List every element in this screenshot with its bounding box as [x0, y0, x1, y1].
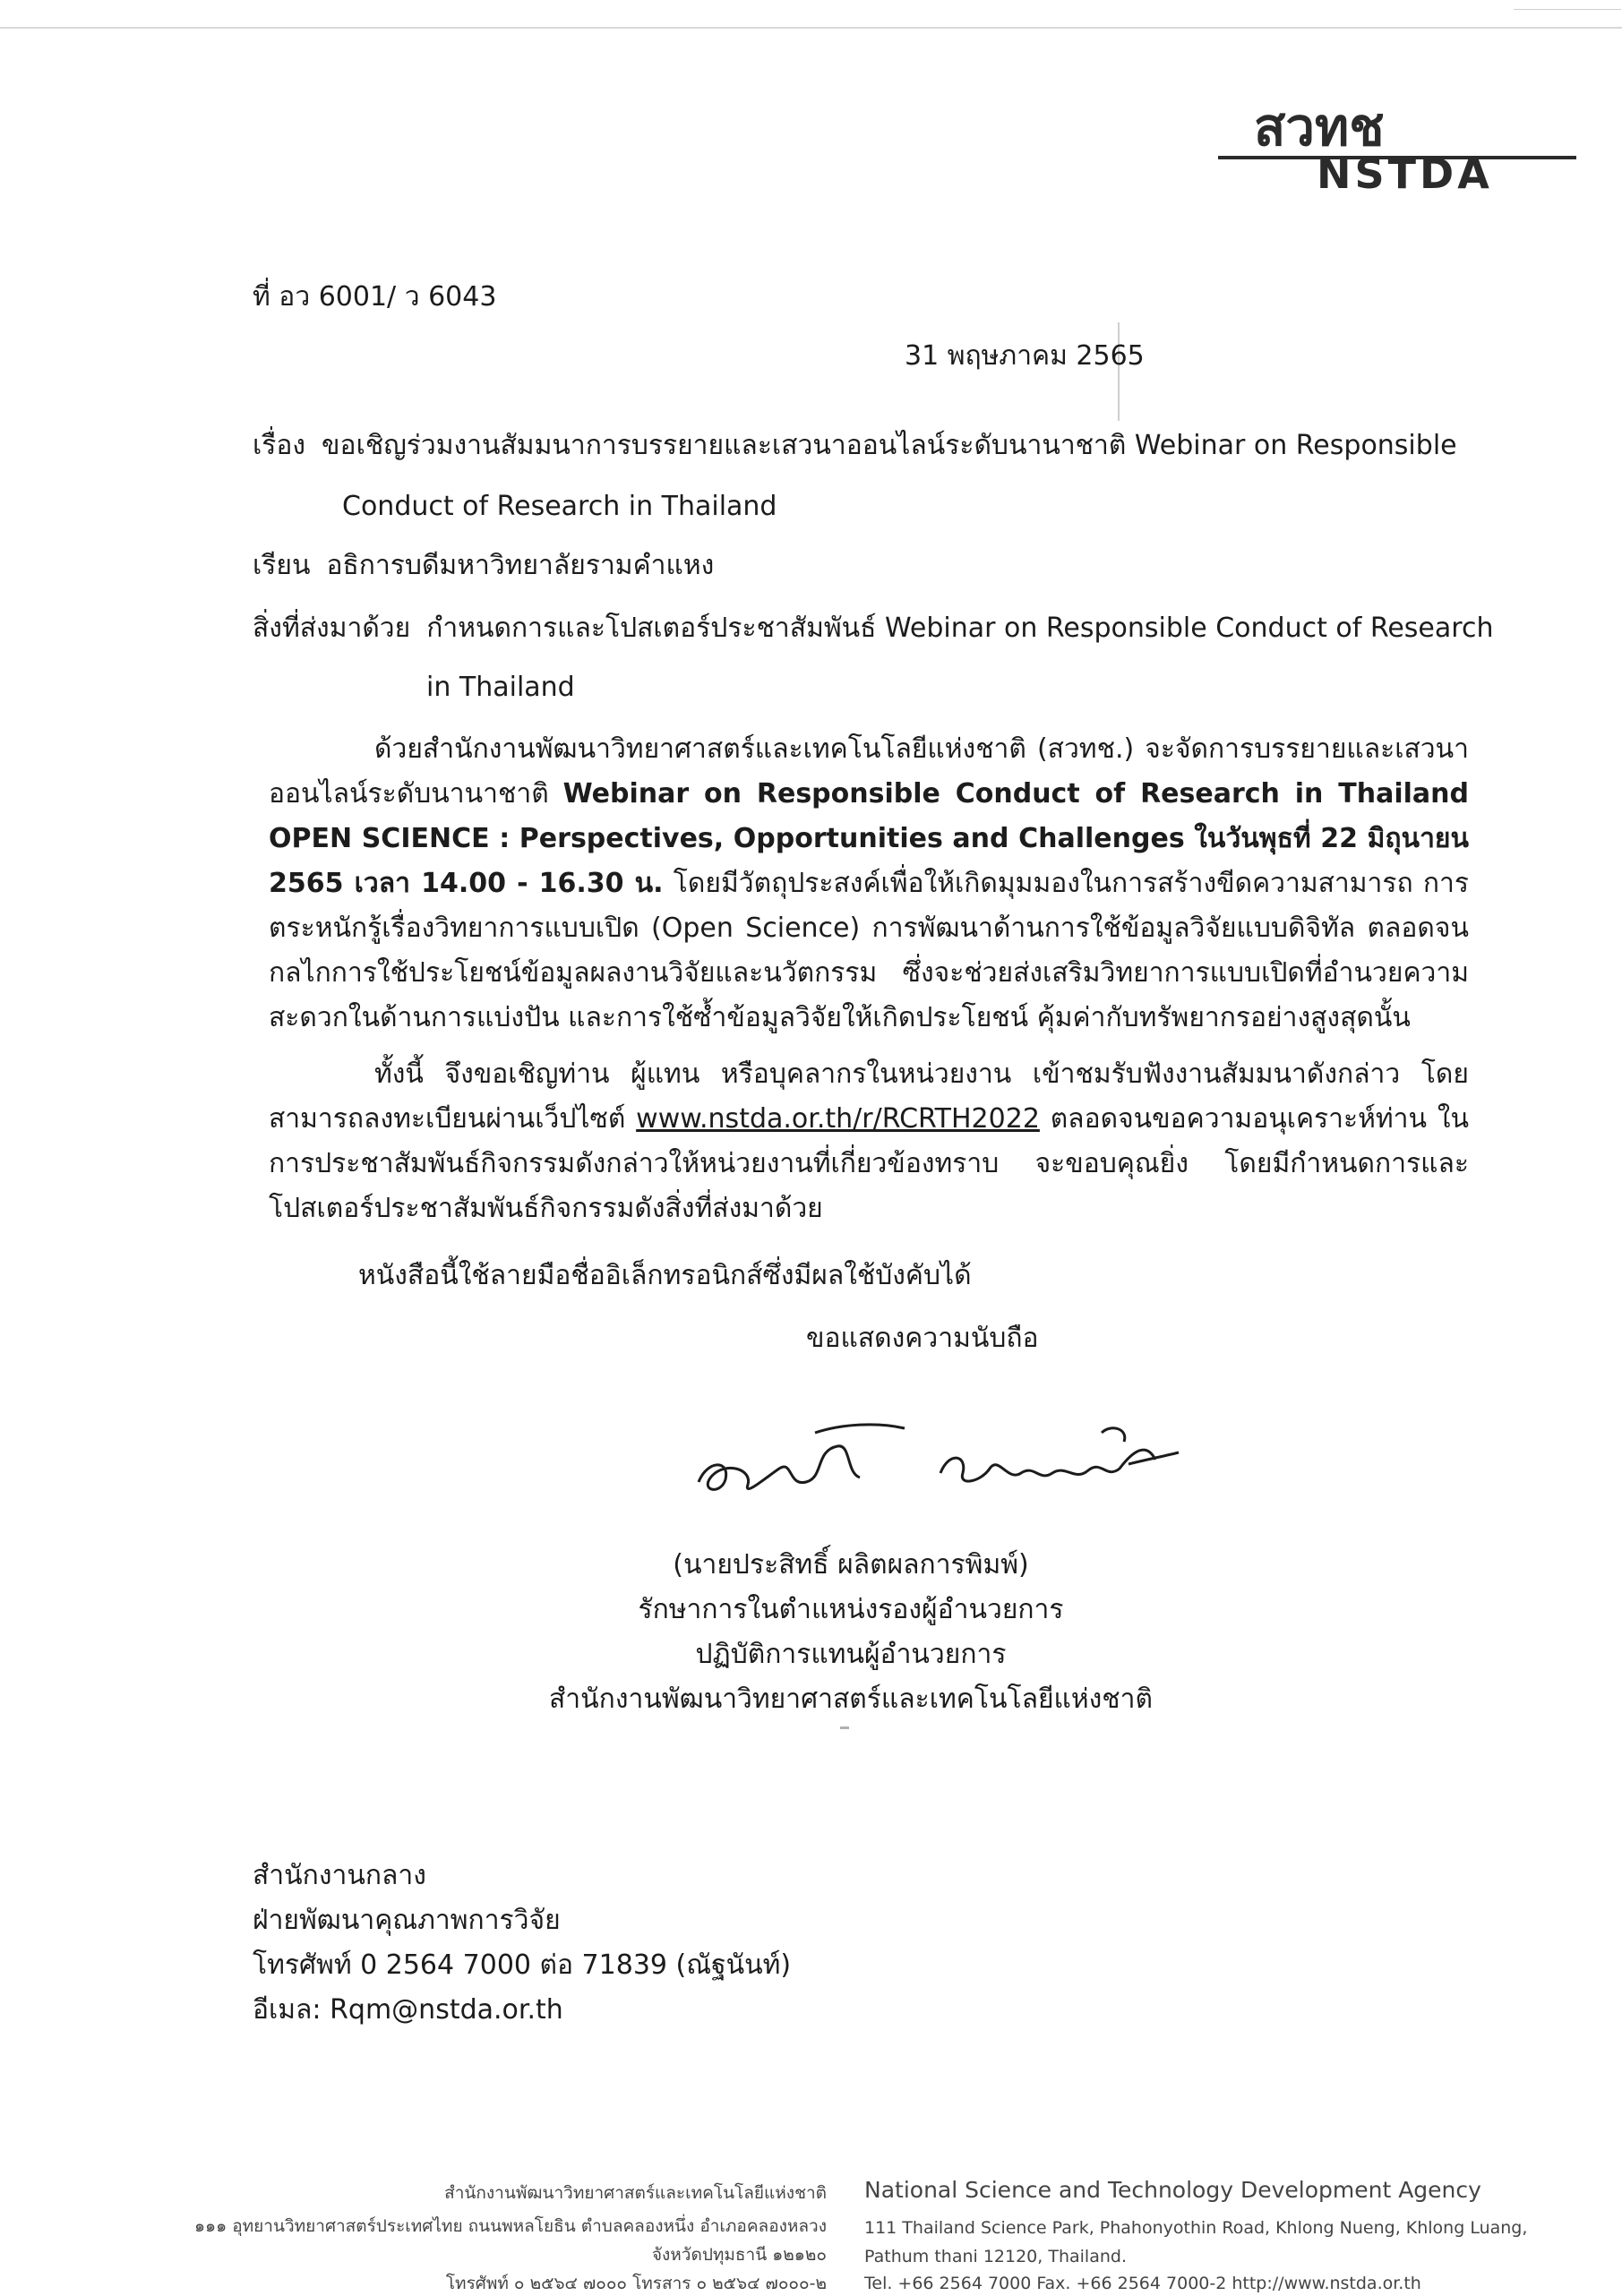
contact-department: ฝ่ายพัฒนาคุณภาพการวิจัย — [253, 1905, 561, 1936]
recipient-label: เรียน — [253, 550, 311, 581]
paragraph-1-event-details: Webinar on Responsible Conduct of Research in Thailand OPEN SCIENCE : Perspectives, Opportunities and Challenges ในวันพุธที่ 22 มิถุนายน 2565 เวลา 14.00 - 16.30 น. — [269, 778, 1469, 899]
footer-english-address: 111 Thailand Science Park, Phahonyothin Road, Khlong Nueng, Khlong Luang, — [864, 2218, 1528, 2238]
recipient-line — [253, 548, 714, 584]
enclosure-text-continued: in Thailand — [426, 672, 575, 703]
contact-email: อีเมล: Rqm@nstda.or.th — [253, 1994, 563, 2026]
paragraph-2-request: ตลอดจนขอความอนุเคราะห์ท่าน ในการประชาสัมพันธ์กิจกรรมดังกล่าวให้หน่วยงานที่เกี่ยวข้องทราบ จะขอบคุณยิ่ง โดยมีกำหนดการและโปสเตอร์ประชาสัมพันธ์กิจกรรมดังสิ่งที่ส่งมาด้วย — [269, 1103, 1469, 1224]
body-paragraph-1 — [269, 727, 1469, 1041]
signer-organization: สำนักงานพัฒนาวิทยาศาสตร์และเทคโนโลยีแห่งชาติ — [549, 1683, 1153, 1715]
paragraph-2-invitation: ทั้งนี้ จึงขอเชิญท่าน ผู้แทน หรือบุคลากรในหน่วยงาน เข้าชมรับฟังงานสัมมนาดังกล่าว โดยสามารถลงทะเบียนผ่านเว็ปไซต์ — [269, 1058, 1469, 1135]
contact-phone: โทรศัพท์ 0 2564 7000 ต่อ 71839 (ณัฐนันท์) — [253, 1949, 792, 1981]
contact-office: สำนักงานกลาง — [253, 1860, 426, 1891]
svg-text:สวทช: สวทช — [1254, 99, 1385, 158]
signer-name: (นายประสิทธิ์ ผลิตผลการพิมพ์) — [673, 1549, 1029, 1581]
paragraph-1-purpose: โดยมีวัตถุประสงค์เพื่อให้เกิดมุมมองในการสร้างขีดความสามารถ การตระหนักรู้เรื่องวิทยาการแบบเปิด (Open Science) การพัฒนาด้านการใช้ข้อมูลวิจัยแบบดิจิทัล ตลอดจนกลไกการใช้ประโยชน์ข้อมูลผลงานวิจัยและนวัตกรรม ซึ่งจะช่วยส่งเสริมวิทยาการแบบเปิดที่อำนวยความสะดวกในด้านการแบ่งปัน และการใช้ซ้ำข้อมูลวิจัยให้เกิดประโยชน์ คุ้มค่ากับทรัพยากรอย่างสูงสุดนั้น — [269, 868, 1470, 1033]
footer-english-phone: Tel. +66 2564 7000 Fax. +66 2564 7000-2 http://www.nstda.or.th — [864, 2274, 1421, 2293]
scan-artifact-line-right — [1514, 9, 1621, 10]
footer-thai-phone: โทรศัพท์ ๐ ๒๕๖๔ ๗๐๐๐ โทรสาร ๐ ๒๕๖๔ ๗๐๐๐-๒ — [445, 2274, 827, 2293]
enclosure-text: กำหนดการและโปสเตอร์ประชาสัมพันธ์ Webinar on Responsible Conduct of Research — [426, 613, 1494, 644]
subject-label: เรื่อง — [253, 430, 306, 461]
body-paragraph-2 — [269, 1052, 1469, 1231]
paragraph-1-intro: ด้วยสำนักงานพัฒนาวิทยาศาสตร์และเทคโนโลยีแห่งชาติ (สวทช.) จะจัดการบรรยายและเสวนาออนไลน์ระดับนานาชาติ — [269, 733, 1469, 810]
signer-title-2: ปฏิบัติการแทนผู้อำนวยการ — [695, 1639, 1007, 1670]
reference-number: ที่ อว 6001/ ว 6043 — [253, 281, 497, 313]
footer-thai-address: ๑๑๑ อุทยานวิทยาศาสตร์ประเทศไทย ถนนพหลโยธิน ตำบลคลองหนึ่ง อำเภอคลองหลวง — [194, 2216, 827, 2236]
nstda-logo — [1218, 99, 1594, 197]
svg-text:NSTDA: NSTDA — [1317, 150, 1493, 197]
signer-title-1: รักษาการในตำแหน่งรองผู้อำนวยการ — [638, 1594, 1064, 1625]
recipient-text: อธิการบดีมหาวิทยาลัยรามคำแหง — [326, 550, 715, 581]
enclosure-line — [253, 611, 1493, 647]
handwritten-signature — [681, 1397, 1182, 1522]
subject-line — [253, 428, 1457, 464]
electronic-signature-note: หนังสือนี้ใช้ลายมือชื่ออิเล็กทรอนิกส์ซึ่งมีผลใช้บังคับได้ — [358, 1260, 972, 1291]
scan-artifact-line — [0, 27, 1622, 29]
closing-salutation: ขอแสดงความนับถือ — [806, 1323, 1039, 1354]
subject-text-continued: Conduct of Research in Thailand — [342, 491, 777, 522]
scan-artifact-mark — [840, 1726, 849, 1729]
footer-thai-org: สำนักงานพัฒนาวิทยาศาสตร์และเทคโนโลยีแห่งชาติ — [444, 2183, 827, 2203]
footer-english-org: National Science and Technology Development Agency — [864, 2177, 1481, 2203]
subject-text: ขอเชิญร่วมงานสัมมนาการบรรยายและเสวนาออนไลน์ระดับนานาชาติ Webinar on Responsible — [322, 430, 1457, 461]
footer-thai-province: จังหวัดปทุมธานี ๑๒๑๒๐ — [651, 2245, 827, 2265]
letter-date: 31 พฤษภาคม 2565 — [905, 340, 1145, 372]
registration-link[interactable]: www.nstda.or.th/r/RCRTH2022 — [636, 1103, 1040, 1135]
footer-english-province: Pathum thani 12120, Thailand. — [864, 2247, 1127, 2266]
enclosure-label: สิ่งที่ส่งมาด้วย — [253, 613, 411, 644]
